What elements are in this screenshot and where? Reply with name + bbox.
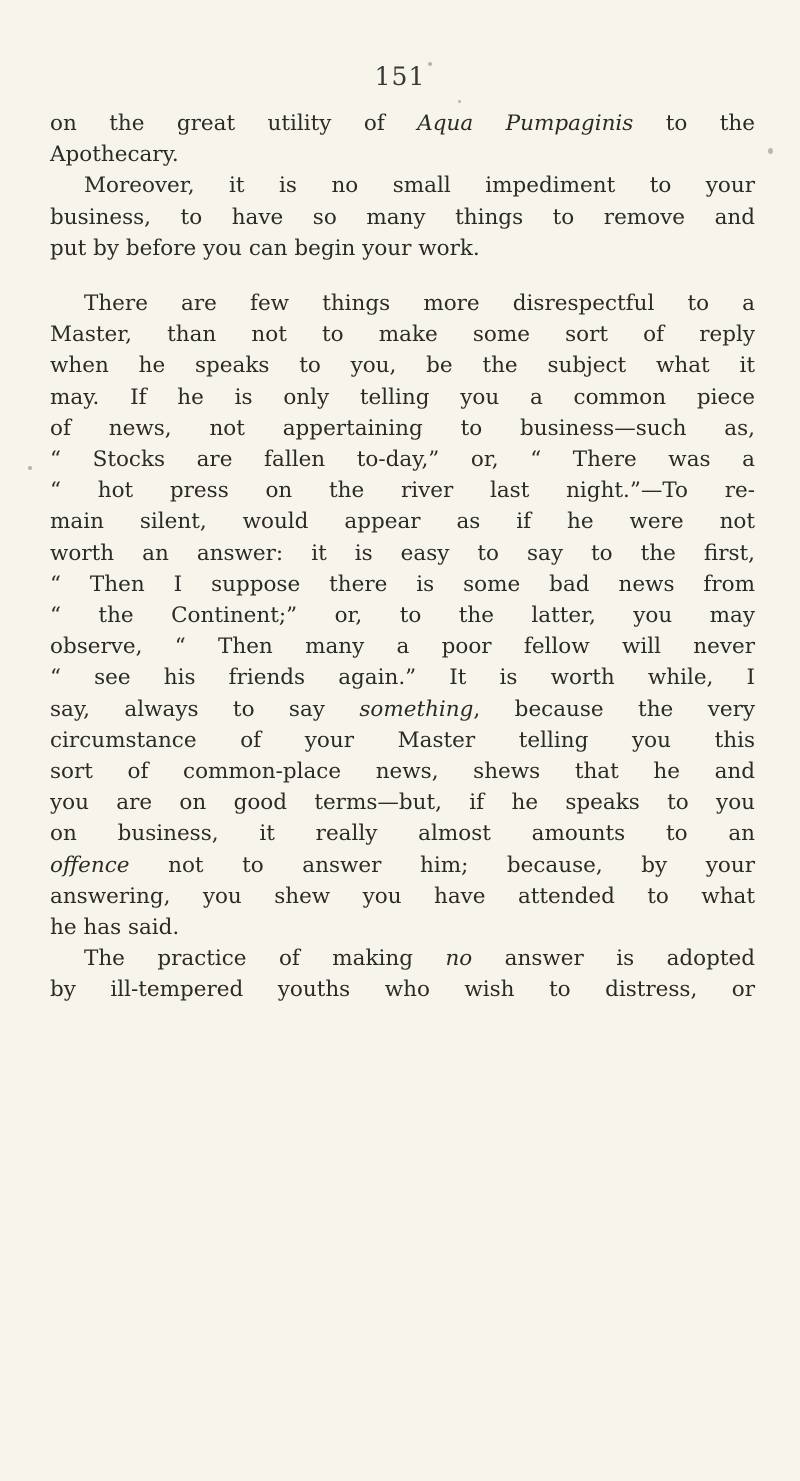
text-line	[50, 319, 755, 350]
paragraph-gap	[50, 264, 755, 288]
paper-speck	[28, 466, 32, 470]
text-line	[50, 506, 755, 537]
page-number: 151	[374, 62, 426, 91]
text-segment: Master, than not to make some sort of reply	[50, 322, 755, 348]
text-segment: worth an answer: it is easy to say to the first,	[50, 540, 755, 566]
text-segment: , because the very	[473, 696, 755, 722]
text-line	[50, 444, 755, 475]
text-line	[50, 662, 755, 693]
text-segment: he has said.	[50, 915, 180, 941]
paper-speck	[768, 148, 773, 154]
text-segment: answering, you shew you have attended to what	[50, 883, 755, 909]
text-segment: of news, not appertaining to business—such as,	[50, 415, 755, 441]
text-line	[50, 202, 755, 233]
text-line	[50, 288, 755, 319]
text-segment: “ Then I suppose there is some bad news from	[50, 571, 755, 597]
text-segment: sort of common-place news, shews that he and	[50, 759, 755, 785]
text-segment: you are on good terms—but, if he speaks to you	[50, 790, 755, 816]
text-line	[50, 818, 755, 849]
text-segment: to the	[633, 111, 756, 136]
text-line	[50, 233, 755, 264]
text-segment: not to answer him; because, by your	[129, 852, 755, 878]
text-segment: “ see his friends again.” It is worth while, I	[50, 665, 755, 691]
text-segment: Apothecary.	[50, 142, 179, 168]
text-segment: “ Stocks are fallen to-day,” or, “ There was a	[50, 447, 755, 473]
text-line	[50, 787, 755, 818]
text-segment: “ hot press on the river last night.”—To re-	[50, 478, 755, 504]
italic-text: Aqua Pumpaginis	[417, 111, 634, 136]
text-segment: put by before you can begin your work.	[50, 235, 480, 261]
text-line	[50, 350, 755, 381]
text-line	[50, 382, 755, 413]
text-line	[50, 475, 755, 506]
text-segment: on business, it really almost amounts to an	[50, 821, 755, 847]
text-segment: circumstance of your Master telling you this	[50, 727, 755, 753]
text-line	[50, 569, 755, 600]
text-line	[50, 413, 755, 444]
italic-text: something	[359, 696, 474, 722]
paper-speck	[428, 62, 432, 66]
text-line	[50, 139, 755, 170]
italic-text: offence	[50, 852, 130, 878]
text-line	[50, 538, 755, 569]
text-segment: answer is adopted	[472, 946, 755, 972]
text-line	[50, 108, 755, 139]
text-segment: The practice of making	[84, 946, 446, 972]
text-segment: There are few things more disrespectful to a	[84, 291, 755, 317]
text-segment: say, always to say	[50, 696, 360, 722]
text-segment: when he speaks to you, be the subject what it	[50, 353, 755, 379]
text-line	[50, 170, 755, 201]
text-line	[50, 943, 755, 974]
text-line	[50, 881, 755, 912]
text-segment: main silent, would appear as if he were not	[50, 509, 755, 535]
text-line	[50, 974, 755, 1005]
text-segment: “ the Continent;” or, to the latter, you may	[50, 603, 755, 629]
text-line	[50, 912, 755, 943]
text-line	[50, 694, 755, 725]
text-segment: observe, “ Then many a poor fellow will never	[50, 634, 755, 660]
italic-text: no	[445, 946, 473, 972]
paper-speck	[458, 100, 461, 103]
body-text	[50, 108, 755, 1006]
text-segment: on the great utility of	[50, 111, 418, 136]
text-line	[50, 600, 755, 631]
text-line	[50, 756, 755, 787]
text-segment: business, to have so many things to remove and	[50, 204, 755, 230]
text-segment: may. If he is only telling you a common piece	[50, 384, 755, 410]
text-line	[50, 631, 755, 662]
text-line	[50, 725, 755, 756]
text-line	[50, 850, 755, 881]
text-segment: Moreover, it is no small impediment to your	[84, 173, 755, 199]
text-segment: by ill-tempered youths who wish to distress, or	[50, 977, 755, 1003]
